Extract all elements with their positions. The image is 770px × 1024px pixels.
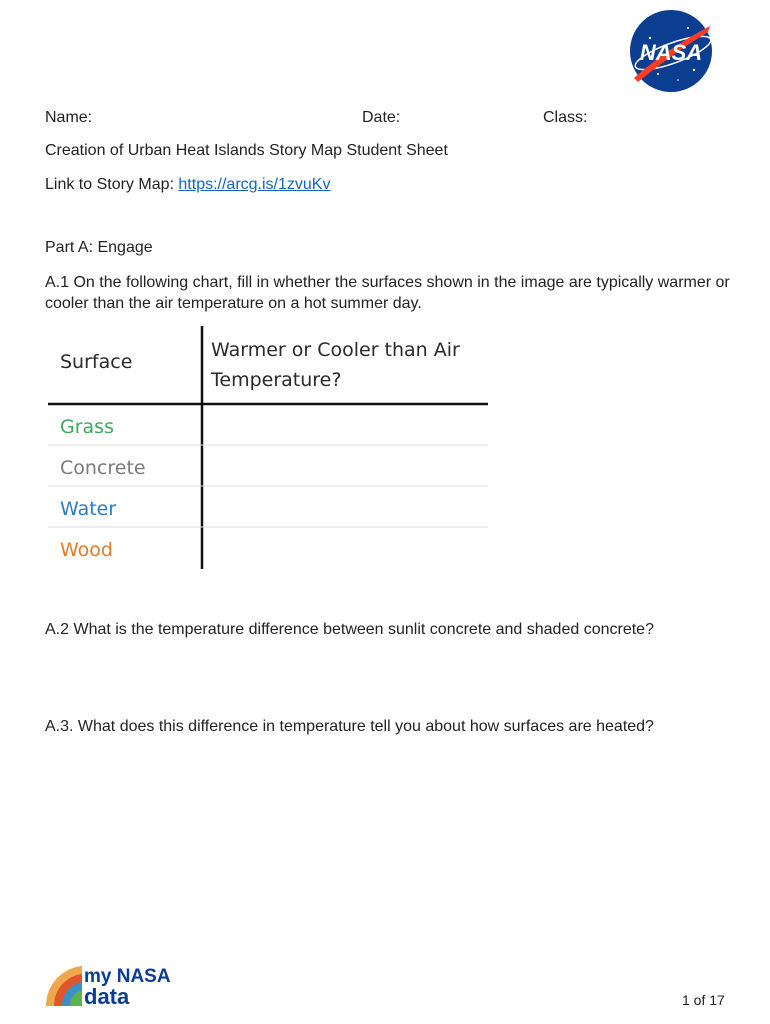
- nasa-logo-text: NASA: [639, 40, 703, 65]
- story-map-link-row: [45, 175, 330, 195]
- mynasadata-logo-line1: my NASA: [84, 966, 171, 987]
- surface-table: [45, 324, 490, 572]
- header-warmer-cooler: Warmer or Cooler than Air: [211, 339, 460, 361]
- nasa-logo: [628, 8, 714, 94]
- sheet-title: Creation of Urban Heat Islands Story Map Student Sheet: [45, 142, 448, 159]
- story-map-link[interactable]: https://arcg.is/1zvuKv: [178, 176, 331, 193]
- mynasadata-logo: [44, 962, 174, 1008]
- header-surface: Surface: [60, 351, 133, 373]
- question-a1: A.1 On the following chart, fill in whether the surfaces shown in the image are typically warmer or cooler than the air temperature on a hot summer day.: [45, 274, 730, 312]
- part-a-heading: Part A: Engage: [45, 239, 153, 256]
- date-label: Date:: [362, 109, 401, 126]
- name-label: Name:: [45, 109, 93, 126]
- surface-grass: Grass: [60, 416, 114, 438]
- surface-concrete: Concrete: [60, 457, 146, 479]
- page-number: 1 of 17: [682, 992, 725, 1008]
- question-a2: A.2 What is the temperature difference between sunlit concrete and shaded concrete?: [45, 621, 654, 638]
- mynasadata-logo-line2: data: [84, 984, 130, 1008]
- surface-water: Water: [60, 498, 117, 520]
- class-label: Class:: [543, 109, 588, 126]
- surface-wood: Wood: [60, 539, 113, 561]
- question-a3: A.3. What does this difference in temperature tell you about how surfaces are heated?: [45, 718, 654, 735]
- header-temperature: Temperature?: [211, 369, 342, 391]
- story-map-label: Link to Story Map:: [45, 176, 174, 193]
